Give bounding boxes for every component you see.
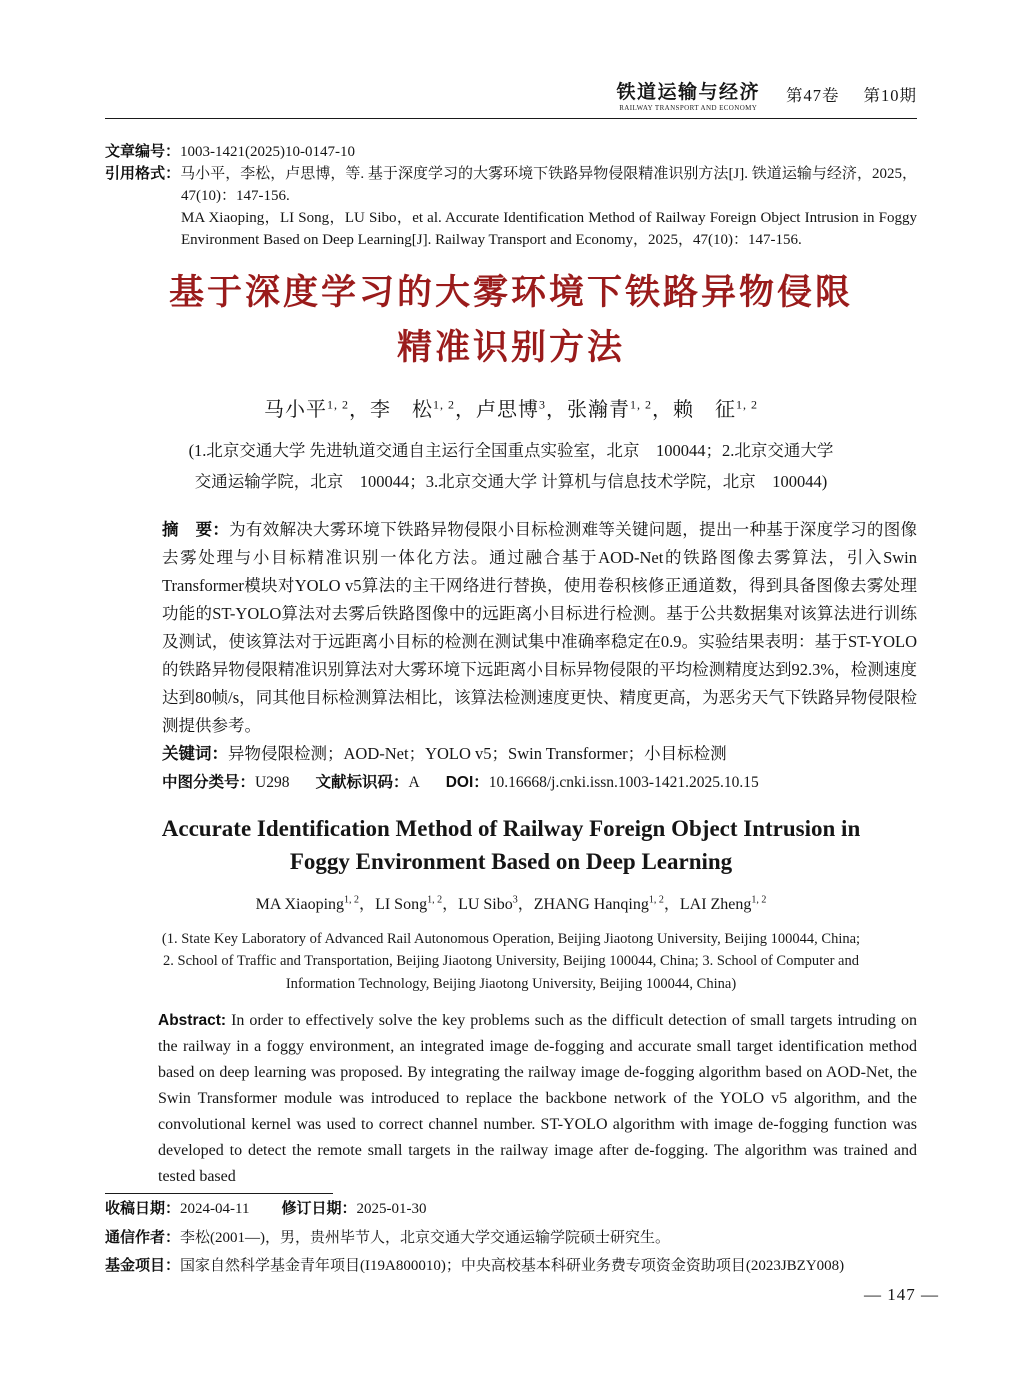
- paper-title-en-line2: Foggy Environment Based on Deep Learning: [289, 848, 733, 874]
- author: [458, 896, 534, 913]
- fund-value: 国家自然科学基金青年项目(I19A800010)；中央高校基本科研业务费专项资金资助项目(2023JBZY008): [180, 1258, 845, 1274]
- keywords-cn: [162, 740, 917, 768]
- journal-header: [105, 82, 917, 113]
- author-superscript: 1, 2: [751, 894, 767, 906]
- author-superscript: 1, 2: [344, 894, 360, 906]
- keywords-label: 关键词：: [162, 744, 228, 763]
- keywords-text: 异物侵限检测；AOD-Net；YOLO v5；Swin Transformer；小目标检测: [228, 743, 727, 763]
- doc-code-value: A: [408, 773, 420, 791]
- journal-title-cn: 铁道运输与经济: [616, 82, 760, 103]
- author-separator: ，: [349, 398, 370, 421]
- citation-cn-line: [105, 163, 917, 207]
- journal-title-en: RAILWAY TRANSPORT AND ECONOMY: [619, 104, 758, 112]
- author: [256, 896, 375, 913]
- classification-line: [162, 768, 917, 797]
- article-number-line: [105, 141, 917, 163]
- author-name: LAI Zheng: [679, 895, 752, 913]
- volume-label: 第47卷: [786, 86, 840, 105]
- paper-title-cn: [105, 265, 917, 375]
- doi-value: 10.16668/j.cnki.issn.1003-1421.2025.10.15: [488, 773, 759, 791]
- author-superscript: 1, 2: [648, 894, 664, 906]
- author-superscript: 1, 2: [427, 894, 443, 906]
- dates-line: [105, 1196, 917, 1223]
- author: [567, 399, 673, 421]
- author: [476, 399, 567, 421]
- page-content: [105, 0, 917, 1190]
- corresponding-author-label: 通信作者：: [105, 1228, 181, 1246]
- citation-label: 引用格式：: [105, 165, 181, 182]
- article-number-label: 文章编号：: [105, 143, 181, 160]
- author: [264, 399, 370, 421]
- author-name: MA Xiaoping: [255, 895, 345, 913]
- doi-label: DOI：: [445, 773, 489, 791]
- revised-date-label: 修订日期：: [281, 1200, 357, 1217]
- corresponding-author-line: [105, 1225, 917, 1252]
- abstract-cn-label: 摘 要：: [162, 520, 230, 539]
- journal-name: [616, 82, 760, 113]
- author-separator: ，: [359, 895, 376, 913]
- paper-title-cn-line2: 精准识别方法: [396, 328, 625, 367]
- author-separator: ，: [663, 895, 680, 913]
- author-superscript: 3: [539, 397, 546, 411]
- citation-cn-text: 马小平，李松，卢思博，等. 基于深度学习的大雾环境下铁路异物侵限精准识别方法[J]. 铁道运输与经济，2025，47(10)：147-156.: [180, 166, 917, 204]
- author: [534, 896, 680, 913]
- author-name: 赖 征: [673, 398, 736, 421]
- page-number: — 147 —: [864, 1285, 939, 1304]
- author-name: 马小平: [264, 398, 327, 421]
- abstract-en: [158, 1008, 917, 1190]
- author-separator: ，: [652, 398, 673, 421]
- paper-title-en-line1: Accurate Identification Method of Railway Foreign Object Intrusion in: [161, 815, 861, 841]
- author: [673, 399, 758, 421]
- abstract-cn-text: 为有效解决大雾环境下铁路异物侵限小目标检测难等关键问题，提出一种基于深度学习的图像去雾处理与小目标精准识别一体化方法。通过融合基于AOD-Net的铁路图像去雾算法，引入Swin Transformer模块对YOLO v5算法的主干网络进行替换，使用卷积核修正通道数，得到具备图像去雾处理功能的ST-YOLO算法对去雾后铁路图像中的远距离小目标进行检测。基于公共数据集对该算法进行训练及测试，使该算法对于远距离小目标的检测在测试集中准确率稳定在0.9。实验结果表明：基于ST-YOLO的铁路异物侵限精准识别算法对大雾环境下远距离小目标异物侵限的平均检测精度达到92.3%，检测速度达到80帧/s，同其他目标检测算法相比，该算法检测速度更快、精度更高，为恶劣天气下铁路异物侵限检测提供参考。: [162, 519, 918, 735]
- affiliation-cn-line2: 交通运输学院，北京 100044；3.北京交通大学 计算机与信息技术学院，北京 100044): [194, 471, 828, 491]
- author: [680, 896, 767, 913]
- volume-issue: [786, 82, 917, 113]
- footnote-rule: [105, 1193, 333, 1194]
- article-number-value: 1003-1421(2025)10-0147-10: [180, 144, 355, 160]
- citation-en-text: MA Xiaoping，LI Song，LU Sibo，et al. Accurate Identification Method of Railway Foreign Object Intrusion in Foggy Environment Based on Deep Learning[J]. Railway Transport and Economy，2025，47(10)：147-156.: [181, 210, 917, 248]
- affiliation-en-line3: Information Technology, Beijing Jiaotong University, Beijing 100044, China): [285, 975, 737, 992]
- author-name: 李 松: [370, 398, 433, 421]
- author-separator: ，: [455, 398, 476, 421]
- author-superscript: 1, 2: [630, 397, 652, 411]
- fund-line: [105, 1253, 917, 1280]
- affiliation-cn-line1: (1.北京交通大学 先进轨道交通自主运行全国重点实验室，北京 100044；2.北京交通大学: [188, 440, 834, 460]
- abstract-en-text: In order to effectively solve the key problems such as the difficult detection of small targets intruding on the railway in a foggy environment, an integrated image de-fogging and accurate small target identification method based on deep learning was proposed. By integrating the railway image de-fogging algorithm based on AOD-Net, the Swin Transformer module was introduced to replace the backbone network of the YOLO v5 algorithm, and the convolutional kernel was used to correct channel number. ST-YOLO algorithm with image de-fogging function was developed to detect the remote small targets in the railway image after de-fogging. The algorithm was trained and tested based: [158, 1012, 918, 1186]
- received-date-value: 2024-04-11: [180, 1201, 250, 1217]
- author-separator: ，: [546, 398, 567, 421]
- affiliation-en-line1: (1. State Key Laboratory of Advanced Rail Autonomous Operation, Beijing Jiaotong University, Beijing 100044, China;: [161, 930, 861, 947]
- author: [370, 399, 476, 421]
- author: [375, 896, 458, 913]
- corresponding-author-value: 李松(2001—)，男，贵州毕节人，北京交通大学交通运输学院硕士研究生。: [180, 1229, 671, 1246]
- revised-date-value: 2025-01-30: [356, 1201, 427, 1217]
- author-superscript: 1, 2: [736, 397, 758, 411]
- author-superscript: 3: [512, 894, 518, 906]
- author-name: ZHANG Hanqing: [533, 895, 649, 913]
- author-name: 张瀚青: [567, 398, 630, 421]
- fund-label: 基金项目：: [105, 1257, 181, 1274]
- abstract-cn: [162, 516, 917, 740]
- clc-value: U298: [255, 773, 290, 791]
- author-superscript: 1, 2: [433, 397, 455, 411]
- paper-title-cn-line1: 基于深度学习的大雾环境下铁路异物侵限: [168, 273, 853, 312]
- author-name: LI Song: [375, 895, 428, 913]
- affiliation-en-line2: 2. School of Traffic and Transportation, Beijing Jiaotong University, Beijing 100044, China; 3. School of Computer and: [163, 953, 859, 970]
- authors-cn: [105, 390, 917, 424]
- abstract-en-label: Abstract:: [158, 1012, 227, 1030]
- paper-title-en: [105, 812, 917, 878]
- meta-block: [105, 141, 917, 251]
- author-separator: ，: [517, 895, 534, 913]
- author-name: LU Sibo: [458, 895, 513, 913]
- header-rule: [105, 118, 917, 119]
- footnote-block: [105, 1193, 939, 1375]
- author-name: 卢思博: [476, 398, 539, 421]
- author-superscript: 1, 2: [327, 397, 349, 411]
- affiliation-cn: [105, 435, 917, 497]
- authors-en: [105, 889, 917, 917]
- affiliation-en: [105, 928, 917, 996]
- doc-code-label: 文献标识码：: [315, 773, 409, 791]
- clc-label: 中图分类号：: [162, 773, 256, 791]
- received-date-label: 收稿日期：: [105, 1200, 181, 1217]
- author-separator: ，: [442, 895, 459, 913]
- issue-label: 第10期: [863, 86, 917, 105]
